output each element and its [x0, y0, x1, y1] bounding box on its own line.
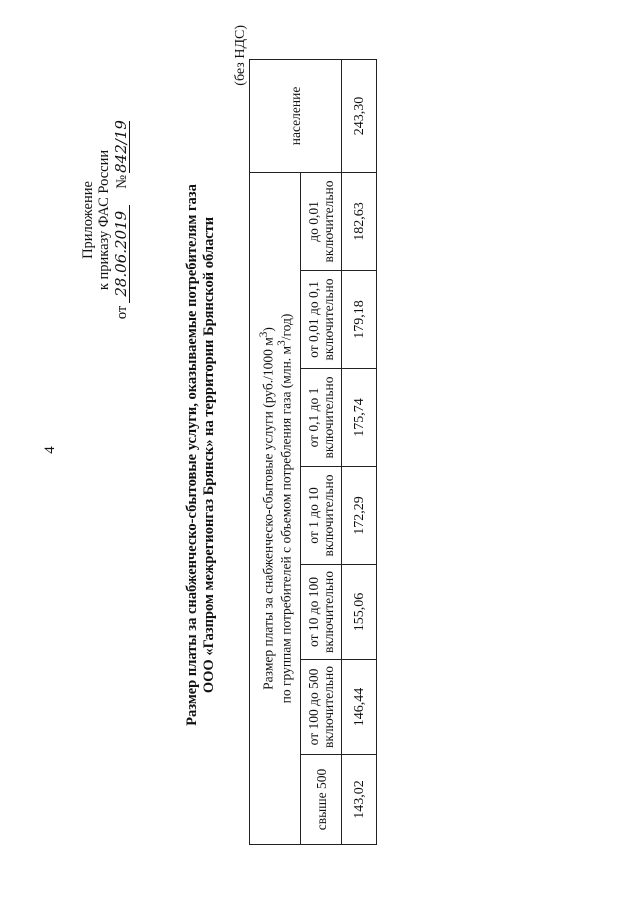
document-title-line-2: ООО «Газпром межрегионгаз Брянск» на территории Брянской области	[201, 216, 217, 694]
appendix-date-number-line	[113, 95, 130, 345]
value-cell: 179,18	[342, 271, 377, 369]
value-cell: 175,74	[342, 369, 377, 467]
value-cell: 243,30	[342, 59, 377, 172]
value-cell: 146,44	[342, 660, 377, 755]
table-header-line-1: Размер платы за снабженческо-сбытовые услуги (руб./1000 $м^3$)	[257, 327, 275, 690]
page-number: 4	[42, 446, 58, 454]
table-values-row	[342, 59, 377, 844]
appendix-title: Приложение	[80, 181, 96, 259]
appendix-header	[80, 95, 130, 345]
group-header: свыше 500	[301, 755, 342, 845]
value-cell: 182,63	[342, 172, 377, 270]
table-header-line-2: по группам потребителей с объемом потребления газа (млн. $м^3/год$)	[276, 313, 294, 704]
value-cell: 155,06	[342, 565, 377, 660]
number-label: №	[114, 174, 130, 189]
group-header: до 0,01 включительно	[301, 172, 342, 270]
value-cell: 143,02	[342, 755, 377, 845]
appendix-order-line: к приказу ФАС России	[96, 149, 112, 291]
tariff-table	[249, 59, 377, 845]
table-header-row	[250, 59, 301, 844]
group-header: от 100 до 500 включительно	[301, 660, 342, 755]
group-header: от 1 до 10 включительно	[301, 467, 342, 565]
group-header: от 10 до 100 включительно	[301, 565, 342, 660]
document-title	[184, 75, 218, 835]
population-header: население	[250, 59, 342, 172]
from-label: от	[114, 305, 130, 320]
handwritten-number: 842/19	[112, 120, 130, 173]
group-header: от 0,1 до 1 включительно	[301, 369, 342, 467]
value-cell: 172,29	[342, 467, 377, 565]
table-main-header	[250, 172, 301, 844]
table-groups-row	[301, 59, 342, 844]
handwritten-date: 28.06.2019	[113, 205, 130, 303]
document-title-line-1: Размер платы за снабженческо-сбытовые услуги, оказываемые потребителям газа	[184, 184, 200, 726]
vat-note: (без НДС)	[233, 25, 248, 86]
group-header: от 0,01 до 0,1 включительно	[301, 271, 342, 369]
